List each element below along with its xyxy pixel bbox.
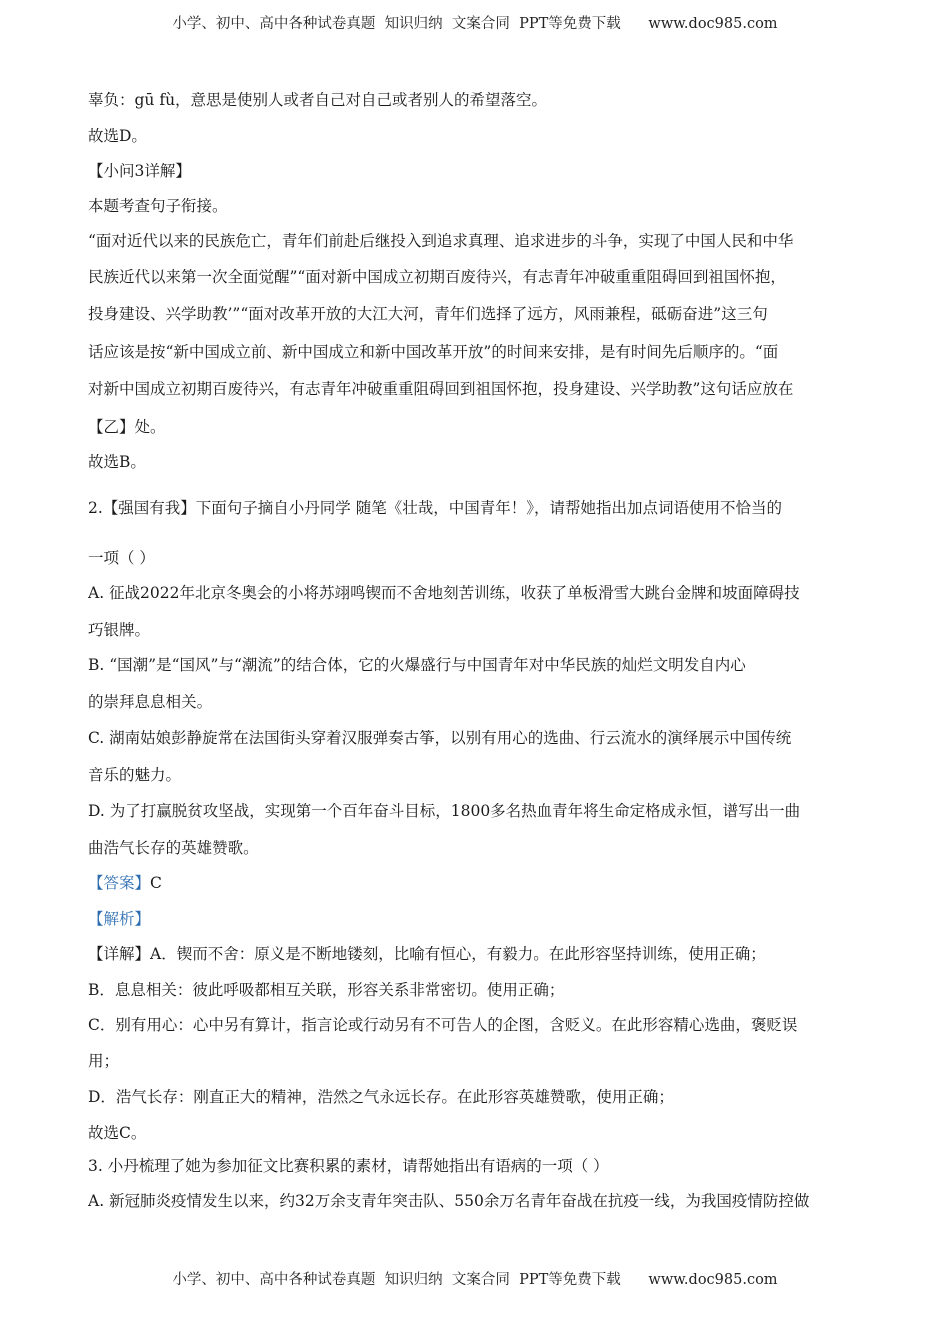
emphasized-phrase: 别有用心 [465,729,528,747]
option-d-cont: 曲浩气长存的英雄赞歌。 [88,839,259,857]
text-line: 【乙】处。 [88,418,166,436]
option-c-cont: 音乐的魅力。 [88,766,182,784]
question-3-stem: 3. 小丹梳理了她为参加征文比赛积累的素材，请帮她指出有语病的一项（ ） [88,1157,609,1175]
text-line: 投身建设、兴学助教’”“面对改革开放的大江大河，青年们选择了远方，风雨兼程，砥砺奋进”这三句 [88,305,768,323]
text-line: 故选B。 [88,453,146,471]
explanation-line: 【详解】A．锲而不舍：原义是不断地镂刻，比喻有恒心，有毅力。在此形容坚持训练，使用正确； [88,945,766,963]
text-line: 辜负：gū fù，意思是使别人或者自己对自己或者别人的希望落空。 [88,91,548,109]
question-3-option-a: A. 新冠肺炎疫情发生以来，约32万余支青年突击队、550余万名青年奋战在抗疫一线，为我国疫情防控做 [88,1192,810,1210]
explanation-line: 故选C。 [88,1124,147,1142]
page-header: 小学、初中、高中各种试卷真题 知识归纳 文案合同 PPT等免费下载 www.doc985.com [172,16,778,32]
explanation-line: B．息息相关：彼此呼吸都相互关联，形容关系非常密切。使用正确； [88,981,565,999]
text-line: 话应该是按“新中国成立前、新中国成立和新中国改革开放”的时间来安排，是有时间先后顺序的。“面 [88,343,779,361]
answer-line [88,873,863,893]
analysis-label: 【解析】 [88,910,151,928]
explanation-line: C．别有用心：心中另有算计，指言论或行动另有不可告人的企图，含贬义。在此形容精心选曲，褒贬误 [88,1016,798,1034]
option-a: A. 征战2022年北京冬奥会的小将苏翊鸣锲而不舍地刻苦训练，收获了单板滑雪大跳台金牌和坡面障碍技 [88,584,800,602]
text-line: 民族近代以来第一次全面觉醒”“面对新中国成立初期百废待兴，有志青年冲破重重阻碍回到祖国怀抱， [88,268,786,286]
text-line: 对新中国成立初期百废待兴，有志青年冲破重重阻碍回到祖国怀抱，投身建设、兴学助教”这句话应放在 [88,380,794,398]
text-line: “面对近代以来的民族危亡，青年们前赴后继投入到追求真理、追求进步的斗争，实现了中国人民和中华 [88,232,794,250]
emphasized-phrase: 浩气长存 [103,839,166,857]
question-2-stem-end: 一项（ ） [88,549,155,567]
explanation-line: 用； [88,1052,120,1070]
text-line: 本题考查句子衔接。 [88,197,228,215]
answer-value: C [150,874,162,892]
option-d: D. 为了打赢脱贫攻坚战，实现第一个百年奋斗目标，1800多名热血青年将生命定格成永恒，谱写出一曲 [88,802,801,820]
emphasized-phrase: 息息相关 [134,693,197,711]
page-footer: 小学、初中、高中各种试卷真题 知识归纳 文案合同 PPT等免费下载 www.doc985.com [172,1272,778,1288]
answer-label: 【答案】 [88,874,151,892]
emphasized-phrase: 不恰当 [719,499,767,517]
option-c: C. 湖南姑娘彭静旋常在法国街头穿着汉服弹奏古筝，以别有用心的选曲、行云流水的演绎展示中国传统 [88,729,792,747]
text-line: 故选D。 [88,127,147,145]
option-b-cont: 的崇拜息息相关。 [88,693,213,711]
section-heading: 【小问3详解】 [88,162,191,180]
emphasized-phrase: 锲而不舍 [365,584,428,602]
option-b: B. “国潮”是“国风”与“潮流”的结合体，它的火爆盛行与中国青年对中华民族的灿烂文明发自内心 [88,656,746,674]
question-2-stem: 2.【强国有我】下面句子摘自小丹同学 随笔《壮哉，中国青年！》，请帮她指出加点词语使用不恰当的 [88,499,783,517]
option-a-cont: 巧银牌。 [88,621,151,639]
explanation-line: D．浩气长存：刚直正大的精神，浩然之气永远长存。在此形容英雄赞歌，使用正确； [88,1088,674,1106]
